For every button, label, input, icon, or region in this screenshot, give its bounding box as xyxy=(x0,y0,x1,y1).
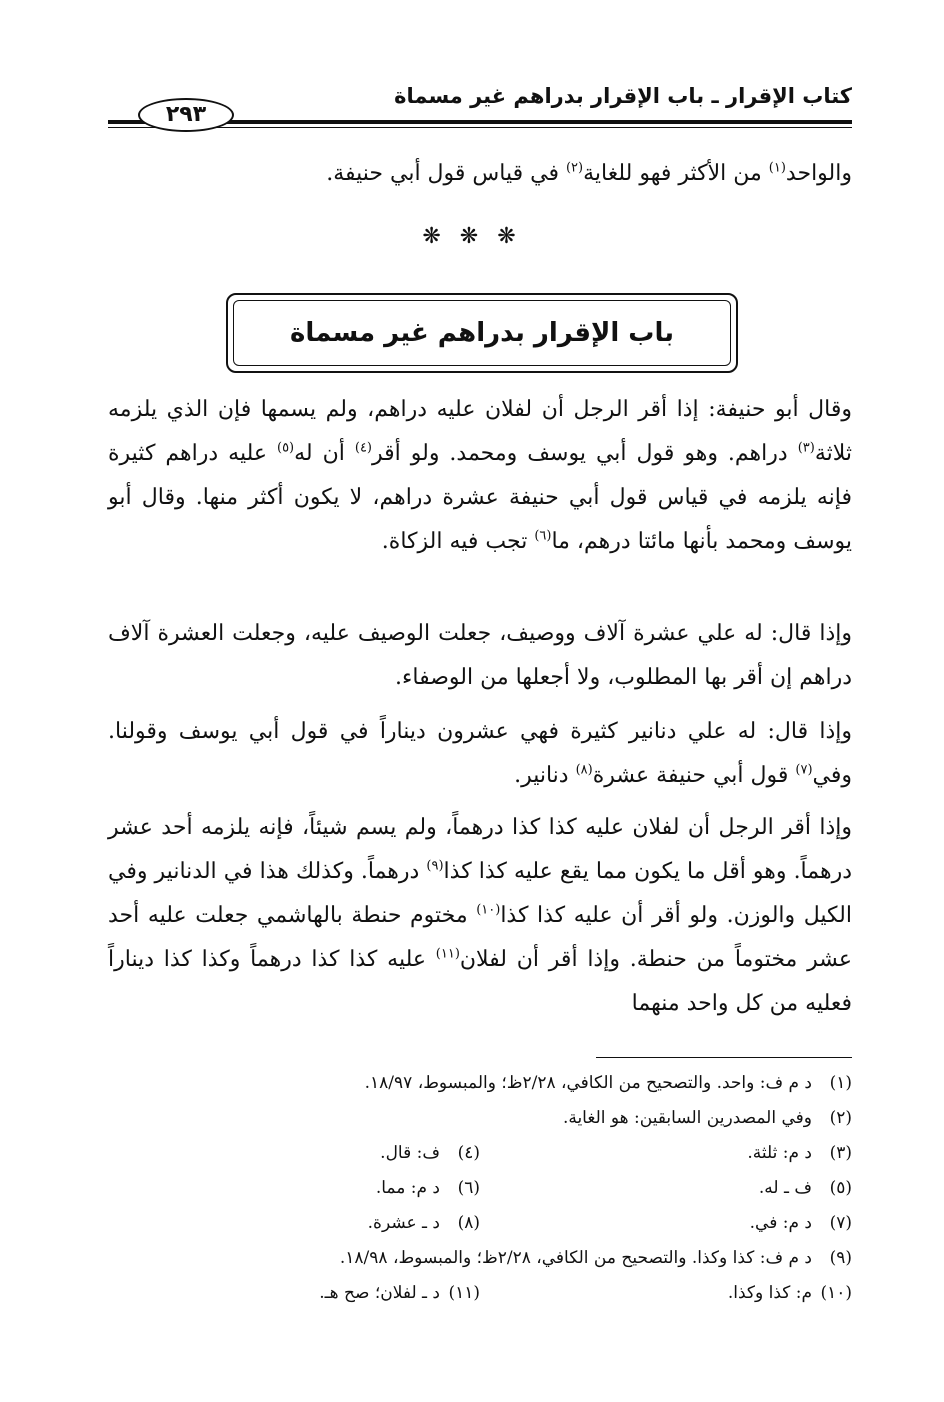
footnote-number: (١١) xyxy=(448,1283,480,1303)
footnote-text: د ـ عشرة. xyxy=(367,1213,440,1233)
text-run: والواحد xyxy=(785,161,852,186)
chapter-title: باب الإقرار بدراهم غير مسماة xyxy=(290,318,674,348)
footnote-row xyxy=(108,1066,852,1101)
footnote-cell xyxy=(108,1206,480,1241)
footnote-ref-3: (٣) xyxy=(797,440,815,456)
footnote-row xyxy=(108,1171,852,1206)
footnote-row xyxy=(108,1241,852,1276)
footnote-ref-8: (٨) xyxy=(575,762,593,778)
text-run: عليه كذا كذا درهماً وكذا كذا ديناراً فعليه من كل واحد منهما xyxy=(108,947,852,1016)
paragraph-intro xyxy=(108,152,852,196)
text-run: دراهم. وهو قول أبي يوسف ومحمد. ولو أقر xyxy=(372,441,798,466)
chapter-title-frame xyxy=(226,293,738,373)
footnote-cell xyxy=(108,1276,480,1311)
footnote-text: وفي المصدرين السابقين: هو الغاية. xyxy=(562,1108,812,1128)
footnote-ref-11: (١١) xyxy=(435,946,460,962)
footnote-row xyxy=(108,1206,852,1241)
running-header-title: كتاب الإقرار ـ باب الإقرار بدراهم غير مسماة xyxy=(394,84,852,108)
paragraph-4 xyxy=(108,806,852,1026)
footnote-cell xyxy=(108,1171,480,1206)
footnote-row xyxy=(108,1101,852,1136)
text-run: وإذا أقر الرجل أن لفلان عليه كذا كذا درهماً، ولم يسم شيئاً، فإنه يلزمه أحد عشر درهماً. وهو أقل ما يكون مما يقع عليه كذا كذا xyxy=(108,815,853,884)
footnote-text: م: كذا وكذا. xyxy=(727,1283,812,1303)
text-run: أن له xyxy=(294,441,355,466)
footnote-text: د م: ثلثة. xyxy=(747,1143,812,1163)
footnote-row xyxy=(108,1276,852,1311)
text-run: دنانير. xyxy=(514,763,576,788)
footnote-number: (١) xyxy=(829,1073,852,1093)
page-number: ٢٩٣ xyxy=(138,98,234,132)
paragraph-2 xyxy=(108,612,852,700)
footnote-text: د ـ لفلان؛ صح هـ. xyxy=(319,1283,440,1303)
text-run: تجب فيه الزكاة. xyxy=(381,529,535,554)
footnote-text: د م: مما. xyxy=(375,1178,440,1198)
paragraph-1 xyxy=(108,388,852,564)
footnote-number: (٢) xyxy=(829,1108,852,1128)
footnote-number: (٤) xyxy=(457,1143,480,1163)
footnote-row xyxy=(108,1136,852,1171)
text-run: درهماً. وكذلك هذا في الدنانير وفي الكيل والوزن. ولو أقر أن عليه كذا كذا xyxy=(108,859,852,928)
footnote-ref-1: (١) xyxy=(768,160,786,176)
footnote-ref-4: (٤) xyxy=(354,440,372,456)
footnote-number: (٨) xyxy=(457,1213,480,1233)
text-run: وقال أبو حنيفة: إذا أقر الرجل أن لفلان عليه دراهم، ولم يسمها فإن الذي يلزمه ثلاثة xyxy=(108,397,852,466)
text-run: وإذا قال: له علي دنانير كثيرة فهي عشرون ديناراً في قول أبي يوسف وقولنا. وفي xyxy=(108,719,852,788)
footnote-text: د م ف: واحد. والتصحيح من الكافي، ٢/٢٨ظ؛ والمبسوط، ١٨/٩٧. xyxy=(364,1073,812,1093)
footnote-text: ف: قال. xyxy=(380,1143,440,1163)
footnote-cell xyxy=(480,1276,852,1311)
footnote-number: (٧) xyxy=(829,1213,852,1233)
footnote-number: (٥) xyxy=(829,1178,852,1198)
footnote-number: (٦) xyxy=(457,1178,480,1198)
footnote-ref-2: (٢) xyxy=(565,160,584,176)
footnote-cell xyxy=(480,1206,852,1241)
text-run: مختوم حنطة بالهاشمي جعلت عليه أحد عشر مختوماً من حنطة. وإذا أقر أن لفلان xyxy=(108,903,852,972)
text-run: عليه دراهم كثيرة فإنه يلزمه في قياس قول أبي حنيفة عشرة دراهم، لا يكون أكثر منها. وقال أبو يوسف ومحمد بأنها مائتا درهم، ما xyxy=(108,441,852,554)
footnote-ref-6: (٦) xyxy=(534,528,552,544)
footnote-cell xyxy=(108,1136,480,1171)
chapter-title-inner-frame xyxy=(233,300,731,366)
footnote-number: (٣) xyxy=(829,1143,852,1163)
paragraph-3 xyxy=(108,710,852,798)
footnote-ref-7: (٧) xyxy=(795,762,813,778)
footnote-separator xyxy=(596,1057,852,1058)
footnote-number: (١٠) xyxy=(820,1283,852,1303)
running-header xyxy=(108,80,852,128)
footnote-text: د م: في. xyxy=(749,1213,812,1233)
footnote-ref-9: (٩) xyxy=(426,858,444,874)
footnote-ref-5: (٥) xyxy=(276,440,295,456)
footnote-ref-10: (١٠) xyxy=(476,902,501,918)
footnote-cell xyxy=(480,1171,852,1206)
text-run: قول أبي حنيفة عشرة xyxy=(592,763,796,788)
section-ornament: ❋ ❋ ❋ xyxy=(422,224,522,249)
text-run: في قياس قول أبي حنيفة. xyxy=(326,161,566,186)
text-run: وإذا قال: له علي عشرة آلاف ووصيف، جعلت الوصيف عليه، وجعلت العشرة آلاف دراهم إن أقر بها المطلوب، ولا أجعلها من الوصفاء. xyxy=(108,621,852,690)
footnote-text: ف ـ له. xyxy=(758,1178,812,1198)
footnote-text: د م ف: كذا وكذا. والتصحيح من الكافي، ٢/٢٨ظ؛ والمبسوط، ١٨/٩٨. xyxy=(339,1248,812,1268)
footnote-cell xyxy=(480,1136,852,1171)
text-run: من الأكثر فهو للغاية xyxy=(583,161,769,186)
footnote-number: (٩) xyxy=(829,1248,852,1268)
footnotes xyxy=(108,1066,852,1311)
